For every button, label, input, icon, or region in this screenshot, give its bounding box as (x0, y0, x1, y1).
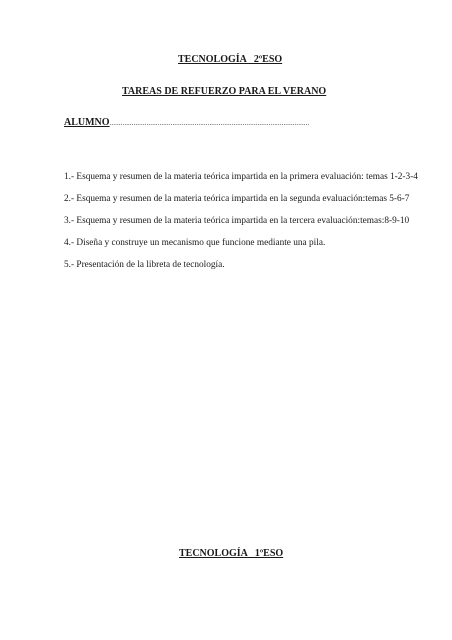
student-name-line (64, 117, 309, 128)
document-title: TECNOLOGÍA 2ºESO (178, 54, 283, 65)
student-name-blank: ............................................................................................................ (109, 119, 310, 127)
student-label: ALUMNO (64, 117, 110, 128)
task-list (64, 171, 418, 281)
task-item-2: 2.- Esquema y resumen de la materia teórica impartida en la segunda evaluación:temas 5-6-7 (64, 194, 410, 204)
task-item-1: 1.- Esquema y resumen de la materia teórica impartida en la primera evaluación: temas 1-2-3-4 (64, 172, 418, 182)
task-item-5: 5.- Presentación de la libreta de tecnología. (64, 260, 225, 270)
task-item-4: 4.- Diseña y construye un mecanismo que funcione mediante una pila. (64, 238, 326, 248)
task-item-3: 3.- Esquema y resumen de la materia teórica impartida en la tercera evaluación:temas:8-9-10 (64, 216, 410, 226)
next-section-title: TECNOLOGÍA 1ºESO (179, 548, 284, 559)
document-subtitle: TAREAS DE REFUERZO PARA EL VERANO (122, 86, 327, 97)
